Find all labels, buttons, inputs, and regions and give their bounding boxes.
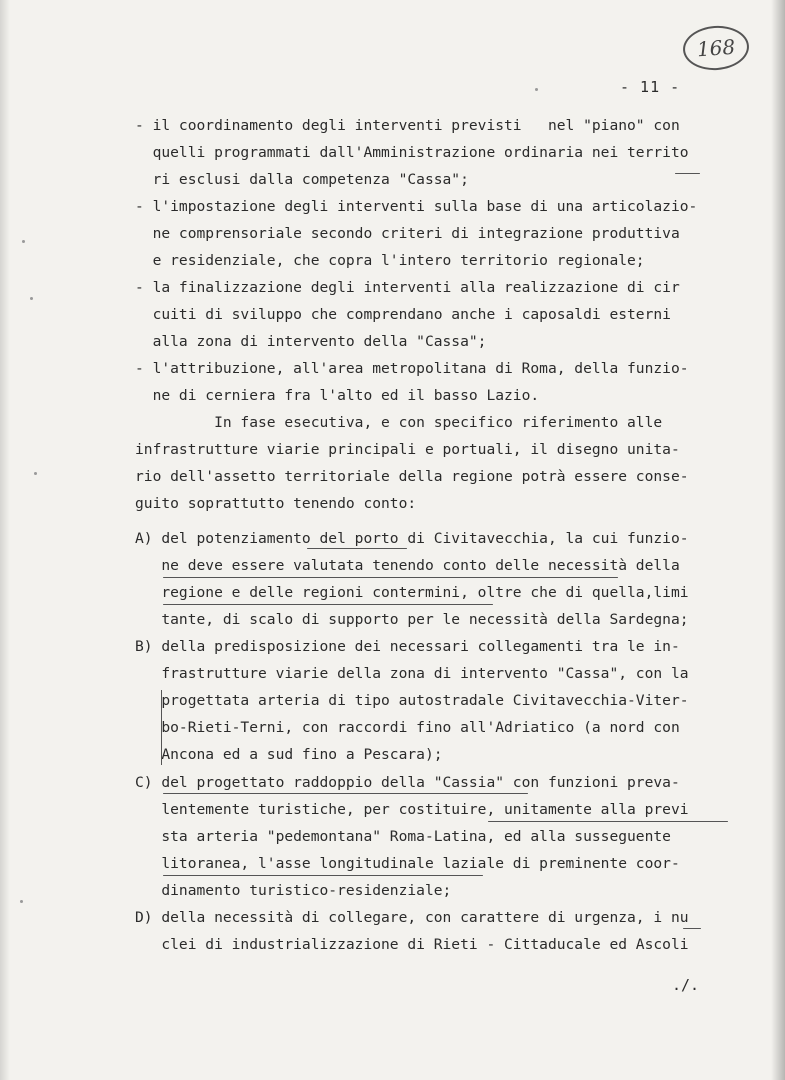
text-line: lentemente turistiche, per costituire, unitamente alla previ [135,801,689,818]
handwritten-margin-bar [161,690,162,765]
text-line: sta arteria "pedemontana" Roma-Latina, ed alla susseguente [135,828,671,845]
text-line: ne deve essere valutata tenendo conto delle necessità della [135,557,680,574]
text-line: infrastrutture viarie principali e portuali, il disegno unita- [135,441,680,458]
scan-speck [34,472,37,475]
text-line: Ancona ed a sud fino a Pescara); [135,746,443,763]
text-line: C) del progettato raddoppio della "Cassia" con funzioni preva- [135,774,680,791]
text-line: ne comprensoriale secondo criteri di integrazione produttiva [135,225,680,242]
text-line: - il coordinamento degli interventi previsti nel "piano" con [135,117,680,134]
text-line: progettata arteria di tipo autostradale Civitavecchia-Viter- [135,692,689,709]
continuation-mark: ./. [672,976,700,994]
scan-speck [535,88,538,91]
archive-stamp-number: 168 [696,34,736,62]
handwritten-underline [163,604,493,605]
scan-speck [22,240,25,243]
text-line: - l'impostazione degli interventi sulla base di una articolazio- [135,198,698,215]
text-line: cuiti di sviluppo che comprendano anche i caposaldi esterni [135,306,671,323]
text-line: frastrutture viarie della zona di intervento "Cassa", con la [135,665,689,682]
text-line: alla zona di intervento della "Cassa"; [135,333,487,350]
text-line: D) della necessità di collegare, con carattere di urgenza, i nu [135,909,689,926]
text-line: - la finalizzazione degli interventi alla realizzazione di cir [135,279,680,296]
text-line: clei di industrializzazione di Rieti - Cittaducale ed Ascoli [135,936,689,953]
scan-left-edge [0,0,10,1080]
text-line: A) del potenziamento del porto di Civitavecchia, la cui funzio- [135,530,689,547]
text-line: e residenziale, che copra l'intero territorio regionale; [135,252,645,269]
text-line: ri esclusi dalla competenza "Cassa"; [135,171,469,188]
text-line: quelli programmati dall'Amministrazione ordinaria nei territo [135,144,689,161]
handwritten-underline [675,173,700,174]
text-line: guito soprattutto tenendo conto: [135,495,417,512]
text-line: regione e delle regioni contermini, oltre che di quella,limi [135,584,689,601]
handwritten-underline [163,875,483,876]
text-line: - l'attribuzione, all'area metropolitana di Roma, della funzio- [135,360,689,377]
handwritten-underline [683,928,701,929]
text-line: dinamento turistico-residenziale; [135,882,452,899]
text-line: ne di cerniera fra l'alto ed il basso Lazio. [135,387,540,404]
handwritten-underline [163,577,618,578]
archive-stamp [682,24,751,72]
scan-speck [20,900,23,903]
handwritten-underline [488,821,728,822]
scan-speck [30,297,33,300]
text-line: B) della predisposizione dei necessari collegamenti tra le in- [135,638,680,655]
page-number: - 11 - [620,78,681,96]
text-line: litoranea, l'asse longitudinale laziale di preminente coor- [135,855,680,872]
text-line: tante, di scalo di supporto per le necessità della Sardegna; [135,611,689,628]
text-line: bo-Rieti-Terni, con raccordi fino all'Adriatico (a nord con [135,719,680,736]
text-line: In fase esecutiva, e con specifico riferimento alle [135,414,663,431]
handwritten-underline [163,793,528,794]
scan-right-edge [771,0,785,1080]
text-line: rio dell'assetto territoriale della regione potrà essere conse- [135,468,689,485]
handwritten-underline [307,548,407,549]
